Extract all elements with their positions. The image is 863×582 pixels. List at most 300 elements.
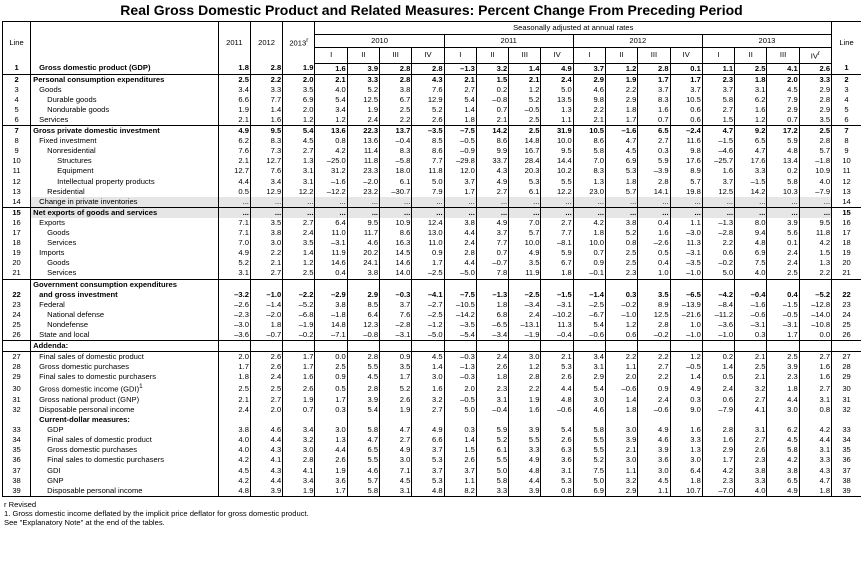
cell-value	[283, 340, 315, 351]
line-header-left: Line	[3, 22, 31, 64]
cell-value: 4.1	[283, 466, 315, 476]
table-row	[3, 63, 862, 74]
line-number: 29	[3, 372, 31, 382]
cell-value: 6.9	[573, 486, 605, 497]
cell-value: 5.7	[670, 177, 702, 187]
cell-value: 1.8	[670, 476, 702, 486]
cell-value: 2.0	[606, 372, 638, 382]
cell-value: 3.0	[380, 455, 412, 465]
cell-value: 3.5	[509, 258, 541, 268]
cell-value: 2.8	[799, 95, 831, 105]
cell-value: 0.4	[767, 279, 799, 300]
line-number: 11	[3, 166, 31, 176]
cell-value: 4.4	[444, 258, 476, 268]
cell-value: 4.3	[250, 445, 282, 455]
cell-value: 0.7	[573, 248, 605, 258]
line-number-right: 14	[832, 197, 861, 208]
line-number: 14	[3, 197, 31, 208]
cell-value: 4.8	[412, 486, 444, 497]
cell-value: –2.4	[670, 126, 702, 137]
cell-value: 2.2	[573, 105, 605, 115]
row-label: Federal	[31, 300, 219, 310]
cell-value: 4.4	[218, 177, 250, 187]
cell-value: 4.0	[735, 486, 767, 497]
line-number-right: 12	[832, 177, 861, 187]
cell-value: 0.7	[767, 115, 799, 126]
cell-value: 1.3	[283, 156, 315, 166]
table-row	[3, 238, 862, 248]
line-number: 16	[3, 218, 31, 228]
cell-value: 6.5	[735, 136, 767, 146]
cell-value: 12.3	[347, 320, 379, 330]
cell-value: –1.9	[283, 320, 315, 330]
row-label: Imports	[31, 248, 219, 258]
line-number: 35	[3, 445, 31, 455]
cell-value: 11.9	[315, 248, 347, 258]
cell-value: 2.8	[638, 320, 670, 330]
cell-value: 0.5	[218, 187, 250, 197]
row-label: Gross private domestic investment	[31, 126, 219, 137]
cell-value: ...	[799, 197, 831, 208]
cell-value: –2.0	[250, 310, 282, 320]
cell-value: 5.8	[573, 146, 605, 156]
cell-value: –1.6	[315, 177, 347, 187]
cell-value: 2.4	[767, 248, 799, 258]
cell-value: 3.8	[380, 85, 412, 95]
cell-value: 1.6	[509, 405, 541, 415]
table-row	[3, 476, 862, 486]
cell-value: 8.6	[573, 136, 605, 146]
cell-value: 3.0	[412, 372, 444, 382]
cell-value: –0.3	[380, 279, 412, 300]
cell-value: 6.1	[380, 177, 412, 187]
line-number-right: 27	[832, 351, 861, 362]
cell-value: 1.0	[670, 320, 702, 330]
line-number: 39	[3, 486, 31, 497]
cell-value: 18.0	[380, 166, 412, 176]
cell-value: –1.5	[702, 136, 734, 146]
cell-value: ...	[315, 207, 347, 218]
cell-value: 3.0	[606, 425, 638, 435]
cell-value: 22.3	[347, 126, 379, 137]
cell-value: 1.8	[476, 372, 508, 382]
cell-value: 5.3	[541, 362, 573, 372]
cell-value: 2.4	[347, 115, 379, 126]
cell-value: 4.2	[799, 238, 831, 248]
cell-value: 3.1	[735, 425, 767, 435]
cell-value: 2.9	[799, 105, 831, 115]
cell-value: –0.6	[735, 310, 767, 320]
cell-value: 5.3	[509, 177, 541, 187]
cell-value: 9.2	[735, 126, 767, 137]
row-label: Final sales of domestic product	[31, 435, 219, 445]
cell-value: –25.0	[315, 156, 347, 166]
cell-value: 2.3	[702, 476, 734, 486]
cell-value: 4.0	[735, 268, 767, 279]
cell-value: 4.9	[218, 248, 250, 258]
cell-value: 0.0	[799, 330, 831, 341]
cell-value: 4.7	[799, 476, 831, 486]
cell-value: ...	[573, 197, 605, 208]
table-row	[3, 248, 862, 258]
cell-value: 4.8	[541, 395, 573, 405]
cell-value: 6.4	[670, 466, 702, 476]
line-number: 34	[3, 435, 31, 445]
cell-value: 3.0	[638, 466, 670, 476]
line-number-right: 1	[832, 63, 861, 74]
line-number: 15	[3, 207, 31, 218]
cell-value: –10.8	[799, 320, 831, 330]
cell-value: 1.2	[509, 85, 541, 95]
cell-value: ...	[218, 207, 250, 218]
cell-value: 1.2	[283, 258, 315, 268]
cell-value: 6.6	[218, 95, 250, 105]
cell-value: 3.8	[444, 218, 476, 228]
cell-value: 7.6	[250, 166, 282, 176]
cell-value: 3.3	[347, 74, 379, 85]
cell-value: 9.5	[799, 218, 831, 228]
cell-value: 1.1	[541, 115, 573, 126]
cell-value: 2.9	[606, 95, 638, 105]
line-number-right: 31	[832, 395, 861, 405]
cell-value: –12.8	[799, 300, 831, 310]
line-number-right	[832, 340, 861, 351]
cell-value: 2.4	[767, 258, 799, 268]
cell-value: 5.9	[767, 136, 799, 146]
cell-value: 2.4	[702, 382, 734, 395]
quarter-header: III	[509, 48, 541, 64]
cell-value: 0.8	[315, 136, 347, 146]
line-number	[3, 415, 31, 425]
cell-value: 2.1	[476, 115, 508, 126]
row-label: Goods	[31, 228, 219, 238]
cell-value	[283, 415, 315, 425]
cell-value: 1.1	[444, 476, 476, 486]
year-header-2011: 2011	[218, 22, 250, 64]
cell-value: 4.0	[799, 177, 831, 187]
line-number	[3, 340, 31, 351]
cell-value: 31.2	[315, 166, 347, 176]
cell-value: 5.5	[509, 435, 541, 445]
cell-value: –21.6	[670, 310, 702, 320]
cell-value: 1.3	[573, 177, 605, 187]
line-number-right: 13	[832, 187, 861, 197]
line-number: 24	[3, 310, 31, 320]
cell-value: –3.9	[638, 166, 670, 176]
footnote-1: 1. Gross domestic income deflated by the implicit price deflator for gross domestic product.	[4, 508, 309, 518]
line-number: 18	[3, 238, 31, 248]
cell-value: 0.0	[315, 351, 347, 362]
cell-value: 2.6	[283, 382, 315, 395]
cell-value: 14.8	[315, 320, 347, 330]
cell-value: 3.7	[702, 85, 734, 95]
cell-value: 0.5	[315, 382, 347, 395]
cell-value: 3.1	[573, 362, 605, 372]
cell-value: 2.9	[799, 85, 831, 95]
cell-value: –3.1	[380, 330, 412, 341]
cell-value: 2.8	[347, 382, 379, 395]
cell-value: 1.3	[799, 258, 831, 268]
cell-value: 2.3	[767, 372, 799, 382]
cell-value: 1.4	[444, 435, 476, 445]
cell-value: 2.3	[702, 74, 734, 85]
line-number-right: 11	[832, 166, 861, 176]
cell-value: 1.6	[315, 63, 347, 74]
cell-value: 3.2	[412, 395, 444, 405]
cell-value: 33.7	[476, 156, 508, 166]
cell-value: 7.9	[412, 187, 444, 197]
cell-value: 2.7	[735, 435, 767, 445]
cell-value: 1.4	[444, 105, 476, 115]
line-number-right: 39	[832, 486, 861, 497]
cell-value: –0.2	[702, 258, 734, 268]
cell-value: 1.7	[767, 330, 799, 341]
cell-value: 2.7	[735, 395, 767, 405]
cell-value: 0.5	[702, 372, 734, 382]
cell-value: 4.7	[702, 126, 734, 137]
cell-value: 4.5	[218, 466, 250, 476]
cell-value: –1.3	[476, 279, 508, 300]
cell-value: 4.1	[735, 405, 767, 415]
cell-value: 14.0	[380, 268, 412, 279]
cell-value: 4.1	[767, 63, 799, 74]
row-label: Exports	[31, 218, 219, 228]
line-number-right: 3	[832, 85, 861, 95]
line-number: 22	[3, 279, 31, 300]
cell-value: 9.8	[573, 95, 605, 105]
cell-value: 19.8	[670, 187, 702, 197]
cell-value	[412, 340, 444, 351]
cell-value	[315, 415, 347, 425]
quarter-header: I	[573, 48, 605, 64]
cell-value: 11.8	[347, 156, 379, 166]
cell-value: 10.9	[799, 166, 831, 176]
cell-value: 0.7	[638, 115, 670, 126]
cell-value: 7.1	[218, 218, 250, 228]
cell-value: 1.8	[444, 115, 476, 126]
table-row	[3, 136, 862, 146]
cell-value: 6.7	[541, 258, 573, 268]
cell-value: 6.4	[315, 218, 347, 228]
cell-value: 1.2	[606, 320, 638, 330]
cell-value: 4.4	[767, 395, 799, 405]
cell-value: –0.4	[476, 405, 508, 415]
line-number-right: 30	[832, 382, 861, 395]
cell-value: 3.0	[606, 455, 638, 465]
cell-value: ...	[735, 207, 767, 218]
row-label: Personal consumption expenditures	[31, 74, 219, 85]
line-number-right: 34	[832, 435, 861, 445]
cell-value: 2.1	[218, 395, 250, 405]
cell-value: –0.6	[573, 330, 605, 341]
footnote-explanatory: See "Explanatory Note" at the end of the tables.	[4, 517, 165, 527]
cell-value: 6.7	[380, 95, 412, 105]
line-number-right: 6	[832, 115, 861, 126]
cell-value: 2.3	[735, 455, 767, 465]
quarter-header: II	[606, 48, 638, 64]
cell-value: 31.9	[541, 126, 573, 137]
cell-value: 4.5	[380, 476, 412, 486]
cell-value: 13.6	[347, 136, 379, 146]
cell-value: 1.4	[412, 362, 444, 372]
cell-value: –8.4	[702, 300, 734, 310]
cell-value: 0.6	[606, 330, 638, 341]
cell-value: –1.3	[444, 63, 476, 74]
cell-value: 0.6	[670, 105, 702, 115]
cell-value: 3.3	[799, 455, 831, 465]
line-number: 2	[3, 74, 31, 85]
cell-value: 5.2	[573, 455, 605, 465]
cell-value: 4.0	[218, 445, 250, 455]
cell-value	[509, 340, 541, 351]
cell-value: 1.7	[315, 395, 347, 405]
cell-value: 2.5	[799, 126, 831, 137]
cell-value: 4.9	[412, 425, 444, 435]
cell-value: –2.5	[509, 279, 541, 300]
cell-value: 5.4	[283, 126, 315, 137]
cell-value: –3.5	[444, 320, 476, 330]
cell-value: 4.6	[573, 85, 605, 95]
cell-value: 3.2	[606, 476, 638, 486]
cell-value: 2.5	[218, 382, 250, 395]
cell-value: 0.9	[412, 248, 444, 258]
cell-value: 16.7	[509, 146, 541, 156]
table-row	[3, 310, 862, 320]
cell-value: 11.6	[670, 136, 702, 146]
cell-value: 4.6	[573, 405, 605, 415]
cell-value: 3.9	[347, 395, 379, 405]
cell-value: 2.1	[541, 351, 573, 362]
table-row	[3, 115, 862, 126]
cell-value: 2.7	[250, 268, 282, 279]
cell-value: –10.2	[541, 310, 573, 320]
cell-value: 2.4	[250, 372, 282, 382]
cell-value: 2.7	[250, 395, 282, 405]
cell-value: 1.9	[218, 105, 250, 115]
cell-value: –1.0	[670, 330, 702, 341]
row-label: Structures	[31, 156, 219, 166]
row-label: Nonresidential	[31, 146, 219, 156]
cell-value: 5.4	[573, 320, 605, 330]
cell-value	[380, 340, 412, 351]
cell-value: 12.9	[412, 95, 444, 105]
cell-value: 2.3	[606, 268, 638, 279]
cell-value: 11.4	[347, 146, 379, 156]
cell-value: 2.8	[444, 248, 476, 258]
cell-value: 16.3	[380, 238, 412, 248]
cell-value: 1.6	[412, 382, 444, 395]
cell-value: 2.5	[767, 268, 799, 279]
cell-value: 9.4	[735, 228, 767, 238]
cell-value: 7.6	[412, 85, 444, 95]
cell-value: 2.7	[799, 382, 831, 395]
cell-value: 4.2	[573, 218, 605, 228]
cell-value: 4.9	[476, 177, 508, 187]
cell-value: 8.2	[444, 486, 476, 497]
row-label: Disposable personal income	[31, 405, 219, 415]
cell-value: 5.8	[476, 476, 508, 486]
cell-value: 8.5	[412, 136, 444, 146]
quarter-header: I	[702, 48, 734, 64]
cell-value: 3.2	[735, 382, 767, 395]
cell-value: –4.1	[412, 279, 444, 300]
cell-value: 23.0	[573, 187, 605, 197]
cell-value: 7.5	[573, 466, 605, 476]
cell-value: 0.9	[573, 258, 605, 268]
row-label: Equipment	[31, 166, 219, 176]
cell-value: 5.7	[347, 476, 379, 486]
line-number-right: 25	[832, 320, 861, 330]
table-row	[3, 445, 862, 455]
cell-value: –0.5	[444, 136, 476, 146]
cell-value: 3.3	[735, 476, 767, 486]
table-row	[3, 187, 862, 197]
table-row	[3, 95, 862, 105]
cell-value: 10.2	[541, 166, 573, 176]
line-number: 31	[3, 395, 31, 405]
cell-value: –12.2	[315, 187, 347, 197]
row-label: Change in private inventories	[31, 197, 219, 208]
line-number-right: 20	[832, 258, 861, 268]
cell-value: 0.2	[767, 166, 799, 176]
cell-value: 3.4	[573, 351, 605, 362]
cell-value: 8.6	[380, 228, 412, 238]
cell-value: 7.3	[250, 146, 282, 156]
cell-value: 3.0	[767, 405, 799, 415]
cell-value	[606, 415, 638, 425]
cell-value: 4.0	[315, 85, 347, 95]
line-number: 30	[3, 382, 31, 395]
cell-value: 1.7	[444, 187, 476, 197]
cell-value: –5.0	[412, 330, 444, 341]
cell-value: –0.6	[638, 405, 670, 415]
cell-value: 2.5	[606, 258, 638, 268]
line-header-right: Line	[832, 22, 861, 64]
cell-value: 6.6	[412, 435, 444, 445]
cell-value: –0.2	[638, 330, 670, 341]
cell-value: –1.3	[444, 362, 476, 372]
cell-value: –13.9	[670, 300, 702, 310]
cell-value: 1.9	[283, 63, 315, 74]
cell-value: 12.9	[250, 187, 282, 197]
table-row	[3, 425, 862, 435]
cell-value: 3.4	[250, 177, 282, 187]
cell-value	[767, 415, 799, 425]
cell-value: 14.5	[380, 248, 412, 258]
line-number: 9	[3, 146, 31, 156]
cell-value: ...	[541, 207, 573, 218]
cell-value: 4.2	[702, 466, 734, 476]
cell-value: 2.4	[476, 351, 508, 362]
cell-value: 6.5	[347, 445, 379, 455]
cell-value: ...	[380, 207, 412, 218]
cell-value: 2.6	[541, 372, 573, 382]
row-label: GNP	[31, 476, 219, 486]
cell-value: ...	[412, 207, 444, 218]
cell-value: –1.8	[799, 156, 831, 166]
cell-value: 12.5	[347, 95, 379, 105]
cell-value: 0.3	[606, 279, 638, 300]
cell-value: 0.5	[638, 248, 670, 258]
cell-value: –7.5	[444, 126, 476, 137]
cell-value: 4.5	[638, 476, 670, 486]
row-label: Current-dollar measures:	[31, 415, 219, 425]
row-label: Gross domestic product (GDP)	[31, 63, 219, 74]
cell-value: –2.7	[412, 300, 444, 310]
line-number-right: 18	[832, 238, 861, 248]
quarter-header: IV	[412, 48, 444, 64]
cell-value: –2.5	[573, 300, 605, 310]
